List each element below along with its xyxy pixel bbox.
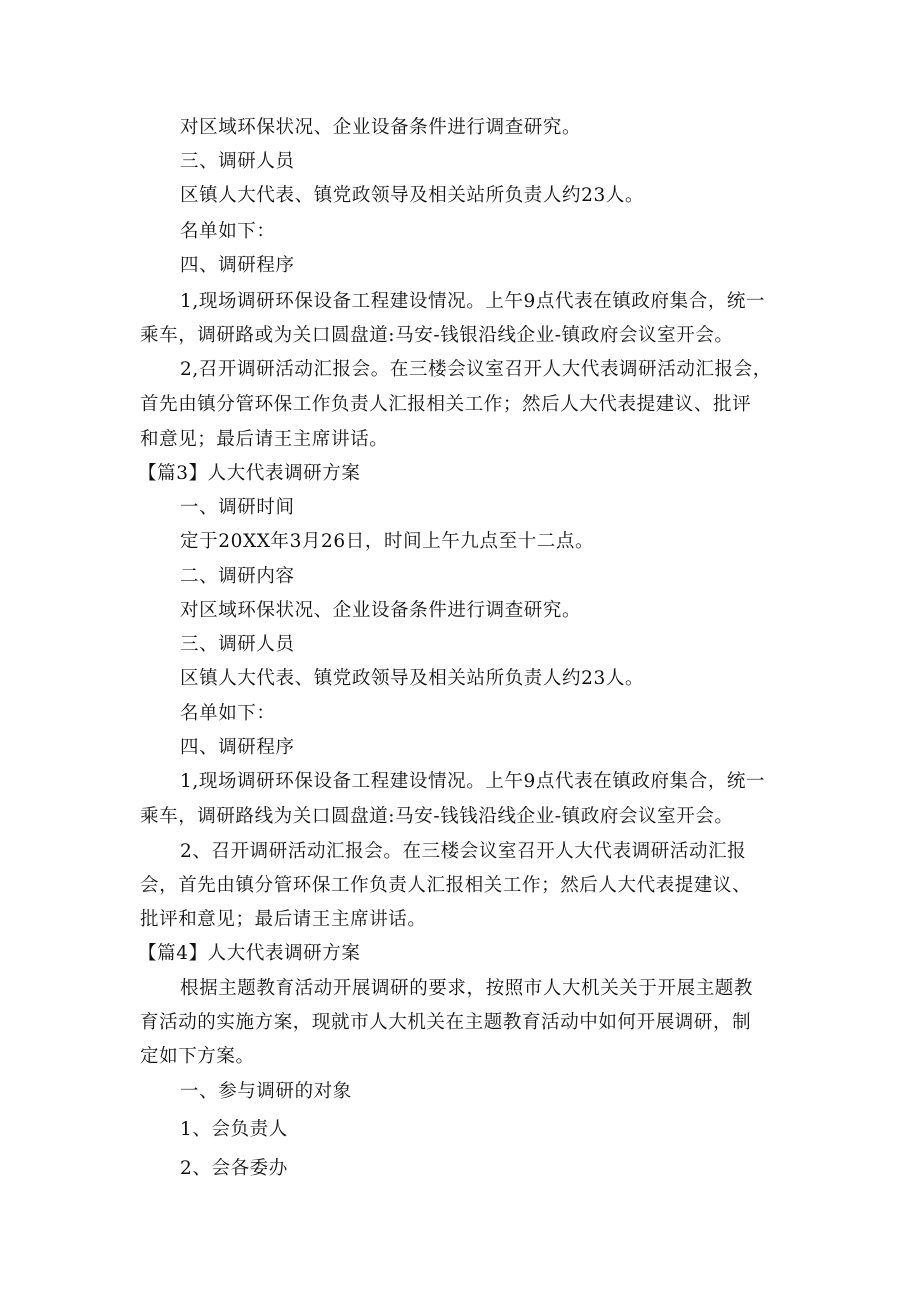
section-heading: 三、调研人员	[180, 151, 295, 172]
paragraph-line: 乘车，调研路或为关口圆盘道:马安-钱银沿线企业-镇政府会议室开会。	[140, 325, 734, 346]
paragraph-line: 2、召开调研活动汇报会。在三楼会议室召开人大代表调研活动汇报	[180, 841, 747, 862]
article-title: 【篇3】人大代表调研方案	[138, 463, 361, 484]
paragraph-line: 区镇人大代表、镇党政领导及相关站所负责人约23人。	[180, 668, 645, 689]
paragraph-line: 会，首先由镇分管环保工作负责人汇报相关工作；然后人大代表提建议、	[140, 875, 752, 896]
list-item: 1、会负责人	[180, 1119, 288, 1140]
paragraph-line: 定如下方案。	[140, 1046, 255, 1067]
section-heading: 一、参与调研的对象	[180, 1081, 352, 1102]
paragraph-line: 首先由镇分管环保工作负责人汇报相关工作；然后人大代表提建议、批评	[140, 394, 752, 415]
list-item: 2、会各委办	[180, 1158, 288, 1179]
section-heading: 一、调研时间	[180, 497, 295, 518]
paragraph-line: 区镇人大代表、镇党政领导及相关站所负责人约23人。	[180, 185, 645, 206]
section-heading: 四、调研程序	[180, 737, 295, 758]
paragraph-line: 1,现场调研环保设备工程建设情况。上午9点代表在镇政府集合，统一	[180, 771, 766, 792]
paragraph-line: 1,现场调研环保设备工程建设情况。上午9点代表在镇政府集合，统一	[180, 291, 766, 312]
paragraph-line: 乘车，调研路线为关口圆盘道:马安-钱钱沿线企业-镇政府会议室开会。	[140, 806, 734, 827]
paragraph-line: 根据主题教育活动开展调研的要求，按照市人大机关关于开展主题教	[180, 978, 754, 999]
paragraph-line: 名单如下：	[180, 703, 276, 724]
paragraph-line: 批评和意见；最后请王主席讲话。	[140, 909, 427, 930]
section-heading: 四、调研程序	[180, 255, 295, 276]
paragraph-line: 2,召开调研活动汇报会。在三楼会议室召开人大代表调研活动汇报会，	[180, 359, 772, 380]
paragraph-line: 对区域环保状况、企业设备条件进行调查研究。	[180, 117, 582, 138]
article-title: 【篇4】人大代表调研方案	[138, 943, 361, 964]
paragraph-line: 名单如下：	[180, 221, 276, 242]
paragraph-line: 定于20XX年3月26日，时间上午九点至十二点。	[180, 531, 595, 552]
paragraph-line: 对区域环保状况、企业设备条件进行调查研究。	[180, 600, 582, 621]
section-heading: 二、调研内容	[180, 566, 295, 587]
section-heading: 三、调研人员	[180, 634, 295, 655]
paragraph-line: 和意见；最后请王主席讲话。	[140, 429, 389, 450]
paragraph-line: 育活动的实施方案，现就市人大机关在主题教育活动中如何开展调研，制	[140, 1012, 752, 1033]
